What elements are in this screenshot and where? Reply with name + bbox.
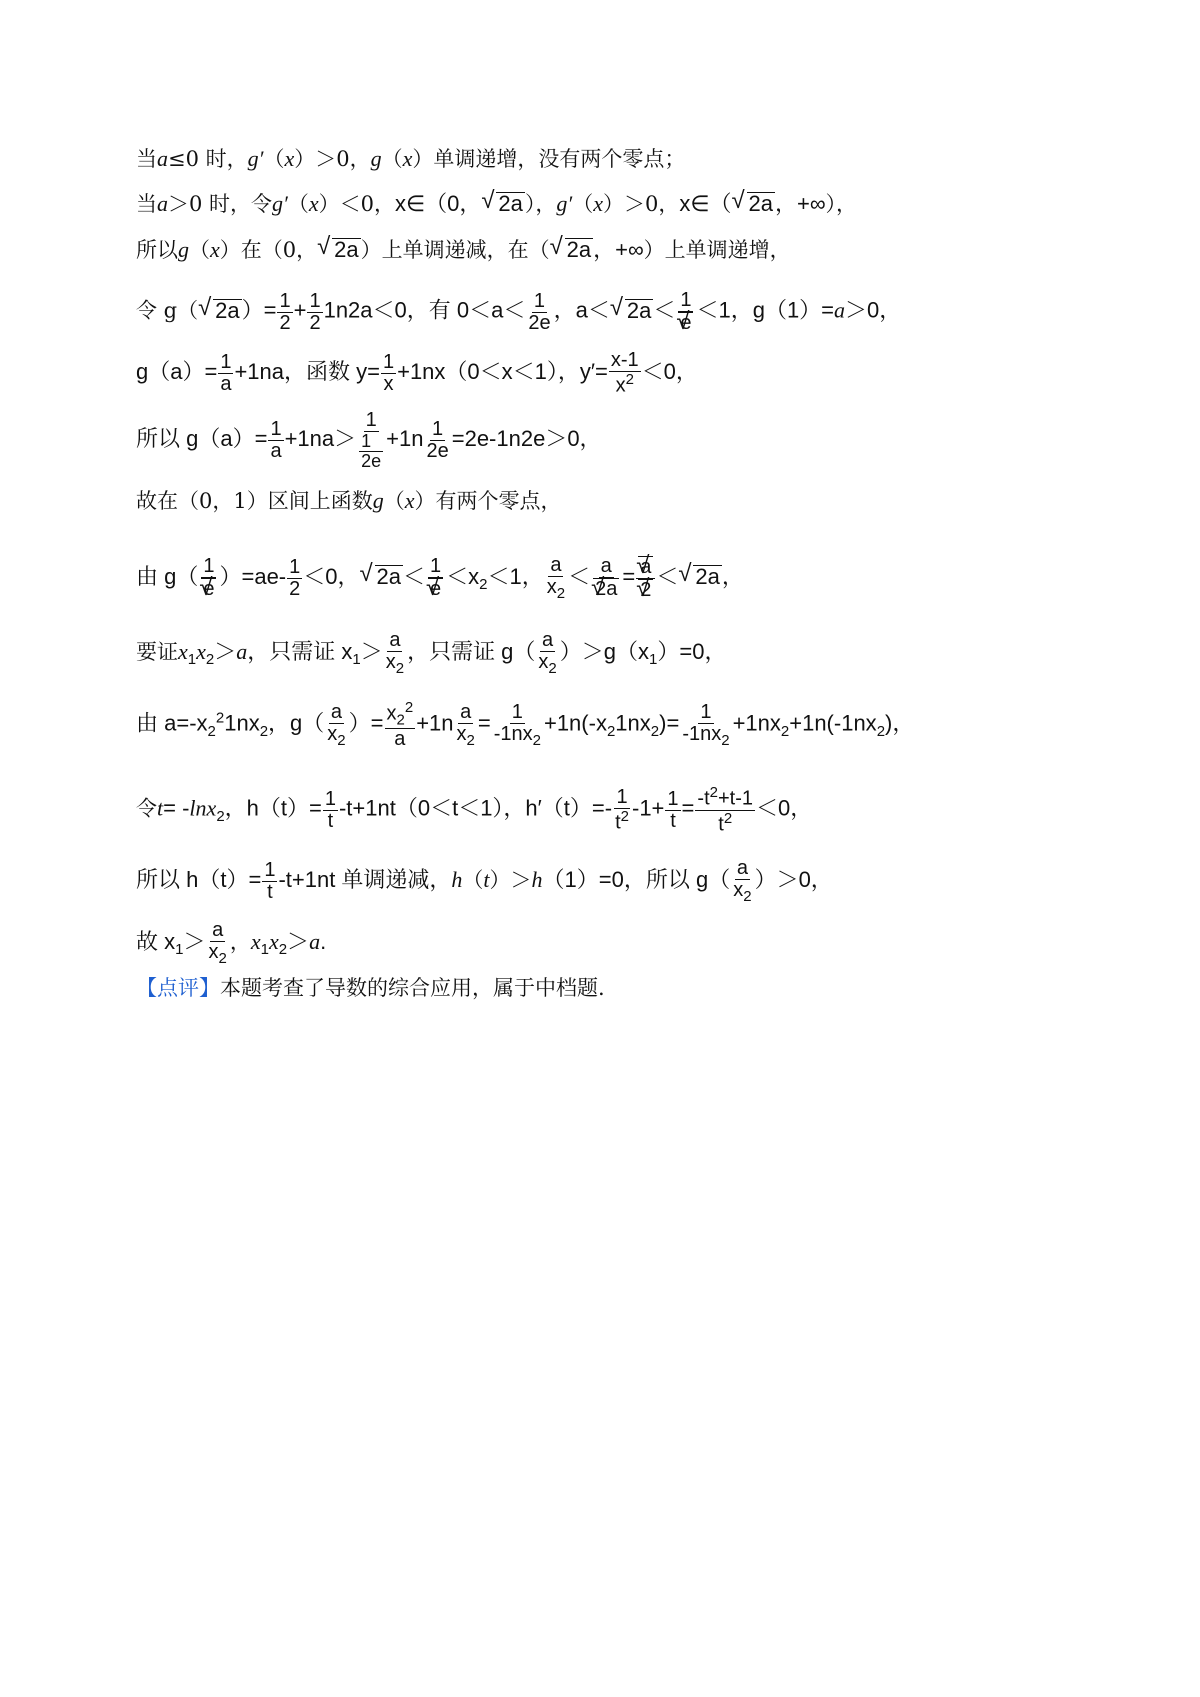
sqrt-expression: √ e — [426, 578, 445, 600]
fraction — [636, 556, 655, 601]
fraction: $\frac{1}{t}$ — [264, 858, 276, 903]
fraction: $\frac{a}{x_2}$ — [538, 629, 557, 677]
fraction: 1 √ e — [426, 556, 445, 600]
comment-text: 本题考查了导数的综合应用，属于中档题. — [220, 976, 605, 1000]
sqrt-expression: √ 2a — [678, 565, 721, 588]
fraction: $\frac{a}{x_2}$ — [546, 554, 566, 602]
fraction: $\frac{1}{x}$ — [382, 350, 395, 395]
sqrt-expression: √ a — [636, 556, 655, 579]
solution-line-3: 所以g（x）在（0，√ 2a）上单调递减，在（√ 2a，+∞）上单调递增， — [136, 238, 791, 261]
solution-line-7: 故在（0，1）区间上函数g（x）有两个零点， — [136, 488, 562, 513]
fraction: $\frac{1}{2e}$ — [361, 431, 382, 471]
fraction: $\frac{x-1}{x^2}$ — [610, 349, 639, 397]
sqrt-expression: √ 2a — [610, 299, 653, 322]
fraction: $\frac{-t^2+t-1}{t^2}$ — [697, 784, 753, 836]
fraction: $\frac{a}{x_2}$ — [733, 857, 752, 905]
sqrt-expression: √ 2 — [636, 579, 655, 601]
sqrt-expression: √ 2a — [550, 238, 593, 261]
solution-line-6: 所以 g（a）= $\frac{1}{a}$ +1na＞ $\frac{1}{\frac{1}{2e}}$ +1n $\frac{1}{2e}$ =2e-1n2e＞0， — [136, 409, 602, 471]
fraction: $\frac{1}{t}$ — [667, 787, 679, 832]
solution-line-5: g（a）= $\frac{1}{a}$ +1na，函数 y= $\frac{1}{x}$ +1nx（0＜x＜1），y′= $\frac{x-1}{x^2}$ ＜0， — [136, 349, 698, 397]
fraction: $\frac{a}{x_2}$ — [385, 629, 405, 677]
fraction: 1 √ e — [676, 290, 695, 334]
comment-tag: 【点评】 — [136, 976, 220, 1000]
solution-line-11: 令t= -lnx$_2$，h（t）= $\frac{1}{t}$ -t+1nt（0＜t＜1），h′（t）=- $\frac{1}{t^2}$ -1+ $\frac{1}{t}$ = $\frac{-t^2+t-1}{t^2}$ ＜0， — [136, 784, 813, 836]
fraction: $\frac{1}{t^2}$ — [615, 785, 629, 834]
solution-line-1: 当a≤0 时，g′（x）＞0，g（x）单调递增，没有两个零点； — [136, 146, 686, 171]
fraction: $\frac{1}{t}$ — [324, 787, 336, 832]
sqrt-expression: √ 2a — [481, 192, 524, 215]
fraction: $\frac{x_2^2}{a}$ — [386, 699, 414, 751]
comment-line — [136, 978, 605, 999]
fraction: $\frac{a}{x_2}$ — [208, 919, 227, 967]
fraction: $\frac{1}{2e}$ — [528, 289, 551, 334]
fraction: $\frac{1}{a}$ — [270, 417, 282, 462]
fraction: 1 √ e — [199, 556, 218, 600]
solution-line-2: 当a＞0 时，令g′（x）＜0，x∈（0，√ 2a），g′（x）＞0，x∈（√ 2a，+∞）， — [136, 192, 857, 215]
sqrt-expression: √ 2a — [317, 238, 360, 261]
fraction: $\frac{1}{a}$ — [220, 350, 232, 395]
sqrt-expression: √ 2a — [732, 192, 775, 215]
fraction: $\frac{1}{-1nx_2}$ — [682, 700, 730, 749]
fraction: $\frac{1}{2e}$ — [426, 417, 449, 462]
fraction: a √ 2a — [591, 556, 621, 600]
solution-line-13: 故 $x_1>$ $\frac{a}{x_2}$ ，$x_1x_2>a$. — [136, 919, 327, 967]
sqrt-expression: √ e — [199, 578, 218, 600]
fraction: $\frac{1}{2}$ — [279, 289, 291, 334]
sqrt-expression: √ e — [676, 312, 695, 334]
fraction: $\frac{a}{x_2}$ — [456, 700, 475, 749]
fraction: $\frac{1}{2}$ — [289, 555, 301, 600]
fraction: $\frac{a}{x_2}$ — [327, 700, 346, 749]
fraction: $\frac{1}{2}$ — [309, 289, 321, 334]
solution-line-4: 令 g（√ 2a）= $\frac{1}{2}$ + $\frac{1}{2}$ 1n2a＜0，有 0＜a＜ $\frac{1}{2e}$ ，a＜√ 2a＜ 1 √ e ＜1，g（1）=a＞0， — [136, 290, 901, 334]
solution-line-12: 所以 h（t）= $\frac{1}{t}$ -t+1nt 单调递减，h（t）＞h（1）=0，所以 g（ $\frac{a}{x_2}$ ）＞0， — [136, 857, 833, 905]
solution-line-8: 由 g（ 1 √ e ）=ae- $\frac{1}{2}$ ＜0，√ 2a＜ 1 √ e $<x_2<1$， $\frac{a}{x_2}$ ＜ a √ 2a = √ a √ 2 ＜√ 2a， — [136, 555, 744, 602]
fraction: $\frac{1}{\frac{1}{2e}}$ — [357, 410, 385, 471]
fraction: $\frac{1}{-1nx_2}$ — [493, 700, 541, 749]
sqrt-expression: √ 2a — [591, 578, 621, 600]
sqrt-expression: √ 2a — [198, 299, 241, 322]
sqrt-expression: √ 2a — [360, 565, 403, 588]
solution-line-9: 要证$x_1x_2>a$，只需证 $x_1>$ $\frac{a}{x_2}$ ，只需证 g（ $\frac{a}{x_2}$ ）$>g(x_1)=0$， — [136, 629, 727, 677]
solution-line-10: 由 $a=-x_2^21nx_2$，g（ $\frac{a}{x_2}$ ）= $\frac{x_2^2}{a}$ +1n $\frac{a}{x_2}$ = $\frac{1}{-1nx_2}$ $+1n(-x_21nx_2)=$ $\frac{1}{-1nx_2}$ $+1nx_2+1n(-1nx_2)$， — [136, 699, 915, 751]
